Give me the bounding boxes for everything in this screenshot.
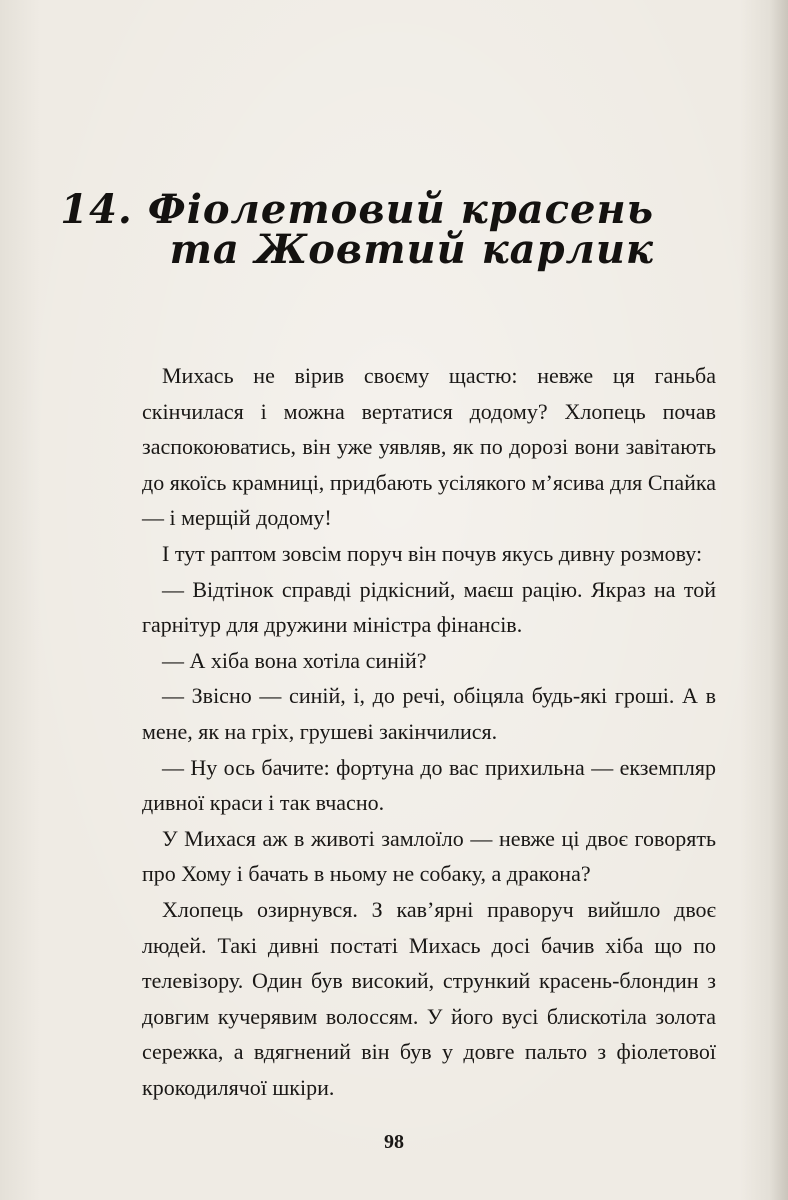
paragraph: І тут раптом зовсім поруч він почув якусь дивну розмову:	[162, 540, 703, 566]
chapter-title-line-1: 14. Фіолетовий красень	[60, 186, 654, 233]
paragraph: Хлопець озирнувся. З кав’ярні праворуч вийшло двоє людей. Такі дивні постаті Михась досі бачив хіба що по телевізору. Один був високий, стрункий красень-блондин з довгим кучерявим волоссям. У його вусі блискотіла золота сережка, а вдягнений він був у довге пальто з фіолетової крокодилячої шкіри.	[142, 896, 716, 1100]
chapter-body	[142, 358, 716, 1105]
page-edge-shadow	[770, 0, 788, 1200]
paragraph: — Звісно — синій, і, до речі, обіцяла будь-які гроші. А в мене, як на гріх, грушеві закінчилися.	[142, 683, 716, 744]
paragraph: У Михася аж в животі замлоїло — невже ці двоє говорять про Хому і бачать в ньому не собаку, а дракона?	[142, 825, 716, 887]
paragraph: — Ну ось бачите: фортуна до вас прихильна — екземпляр дивної краси і так вчасно.	[142, 754, 716, 816]
paragraph: — Відтінок справді рідкісний, маєш рацію. Якраз на той гарнітур для дружини міністра фінансів.	[142, 576, 716, 638]
paragraph: — А хіба вона хотіла синій?	[162, 647, 427, 673]
page-number: 98	[384, 1131, 404, 1153]
chapter-title-line-2: та Жовтий карлик	[169, 226, 654, 273]
paragraph: Михась не вірив своєму щастю: невже ця ганьба скінчилася і можна вертатися додому? Хлопець почав заспокоюватись, він уже уявляв, як по дорозі вони завітають до якоїсь крамниці, придбають усілякого м’ясива для Спайка — і мерщій додому!	[142, 363, 716, 531]
